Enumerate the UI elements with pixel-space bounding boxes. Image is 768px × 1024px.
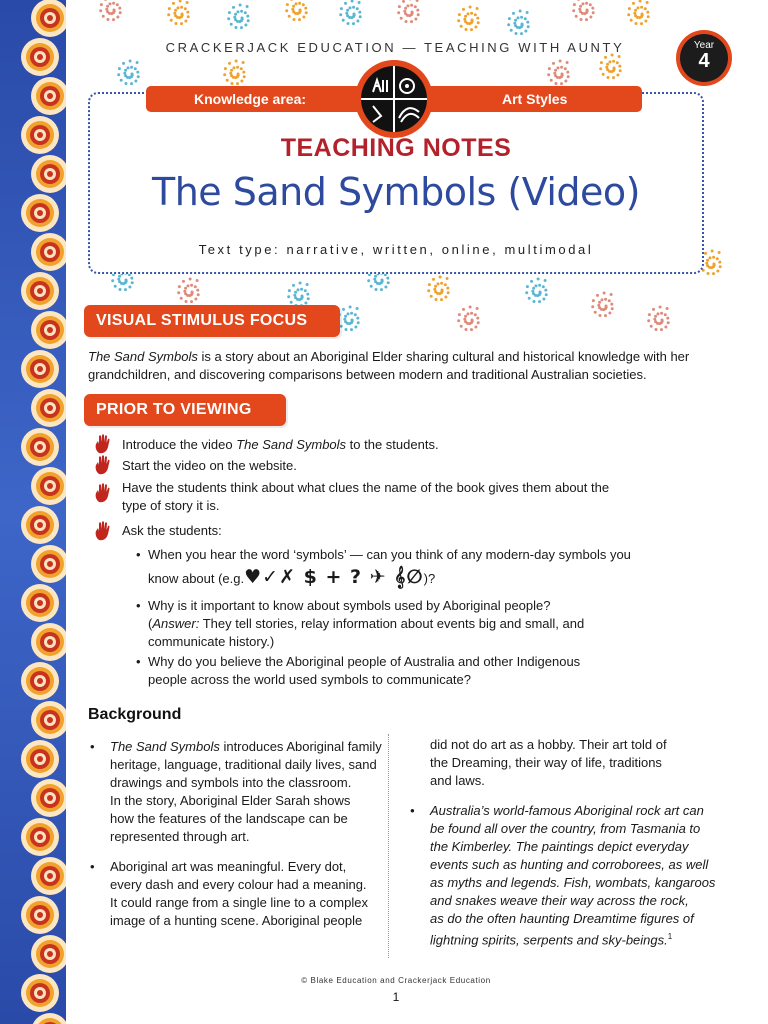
bg-item-1-line3: drawings and symbols into the classroom. <box>110 775 352 790</box>
prior-item-1-post: to the students. <box>346 437 439 452</box>
bg-item-3-line3: the Kimberley. The paintings depict everyday <box>430 839 689 854</box>
stimulus-title-italic: The Sand Symbols <box>88 349 198 364</box>
publisher-header: CRACKERJACK EDUCATION — TEACHING WITH AUNTY <box>165 40 625 55</box>
bg-item-1-line4: In the story, Aboriginal Elder Sarah shows <box>110 793 351 808</box>
bg-item-1-line5: how the features of the landscape can be <box>110 811 348 826</box>
page-number: 1 <box>392 990 400 1004</box>
background-item-2 <box>110 858 385 930</box>
bg-item-2-line1: Aboriginal art was meaningful. Every dot, <box>110 859 347 874</box>
bg-item-3-line5: as myths and legends. Fish, wombats, kangaroos <box>430 875 716 890</box>
logo-symbols-icon <box>361 66 427 132</box>
prior-item-3-line1: Have the students think about what clues the name of the book gives them about the <box>122 480 610 495</box>
background-item-3 <box>430 802 720 949</box>
sub-question-3-line2: people across the world used symbols to communicate? <box>148 672 471 687</box>
bg-item-2-line2: every dash and every colour had a meaning. <box>110 877 367 892</box>
stimulus-line1: is a story about an Aboriginal Elder sharing cultural and historical knowledge with her <box>197 349 690 364</box>
hand-bullet-icon <box>92 520 114 542</box>
sub-question-2-line2: They tell stories, relay information about events big and small, and <box>199 616 585 631</box>
sub-question-3 <box>148 653 708 689</box>
bg-item-3-line1: Australia’s world-famous Aboriginal rock art can <box>430 803 704 818</box>
sub-question-1 <box>148 546 708 588</box>
bg-cont-line3: and laws. <box>430 773 485 788</box>
prior-item-1 <box>122 436 439 454</box>
bg-cont-line2: the Dreaming, their way of life, traditions <box>430 755 662 770</box>
bg-item-1-italic: The Sand Symbols <box>110 739 220 754</box>
bg-item-3-line6: and snakes weave their way across the rock, <box>430 893 689 908</box>
sub-question-1-suffix: )? <box>423 571 436 586</box>
sub-question-2-line3: communicate history.) <box>148 634 275 649</box>
bg-item-3-line7: as do the often haunting Dreamtime figures of <box>430 911 694 926</box>
teaching-notes-label: TEACHING NOTES <box>280 134 512 162</box>
bg-cont-line1: did not do art as a hobby. Their art told of <box>430 737 667 752</box>
sub-question-1-prefix: know about (e.g. <box>148 571 245 586</box>
prior-item-1-italic: The Sand Symbols <box>236 437 347 452</box>
hand-bullet-icon <box>92 454 114 476</box>
bg-item-1-line1: introduces Aboriginal family <box>219 739 382 754</box>
sub-question-1-line1: When you hear the word ‘symbols’ — can you think of any modern-day symbols you <box>148 547 631 562</box>
column-divider <box>388 734 389 958</box>
sub-question-1-line2 <box>148 568 435 588</box>
symbols-logo <box>355 60 433 138</box>
bg-item-3-line2: be found all over the country, from Tasmania to <box>430 821 701 836</box>
prior-item-4: Ask the students: <box>122 523 222 538</box>
bg-item-1-line2: heritage, language, traditional daily lives, sand <box>110 757 377 772</box>
sub-question-2: • Why is it important to know about symbols used by Aboriginal people? (Answer: They tell stories, relay information about events big and small, and communicate history.) <box>148 597 708 651</box>
background-item-1 <box>110 738 385 846</box>
visual-stimulus-heading: VISUAL STIMULUS FOCUS <box>84 305 340 337</box>
sub-question-3-line1: Why do you believe the Aboriginal people of Australia and other Indigenous <box>148 654 581 669</box>
knowledge-area-label: Knowledge area: <box>194 91 307 107</box>
prior-item-3-line2: type of story it is. <box>122 498 220 513</box>
prior-to-viewing-heading: PRIOR TO VIEWING <box>84 394 286 426</box>
background-continuation <box>430 736 710 790</box>
page-title: The Sand Symbols (Video) <box>152 170 640 214</box>
bg-item-1-line6: represented through art. <box>110 829 250 844</box>
bg-item-2-line3: It could range from a single line to a complex <box>110 895 368 910</box>
prior-item-2: Start the video on the website. <box>122 458 297 473</box>
year-badge <box>676 30 732 86</box>
stimulus-line2: grandchildren, and discovering comparisons between modern and traditional Australian societies. <box>88 367 647 382</box>
year-number: 4 <box>698 50 710 72</box>
sub-question-2-line1: Why is it important to know about symbols used by Aboriginal people? <box>148 598 551 613</box>
bg-item-3-line4: events such as hunting and corroborees, as well <box>430 857 709 872</box>
bg-item-2-line4: image of a hunting scene. Aboriginal people <box>110 913 363 928</box>
copyright-footer: © Blake Education and Crackerjack Education <box>301 976 491 985</box>
prior-item-1-pre: Introduce the video <box>122 437 237 452</box>
hand-bullet-icon <box>92 482 114 504</box>
knowledge-area-value: Art Styles <box>502 91 568 107</box>
hand-bullet-icon <box>92 433 114 455</box>
background-heading: Background <box>88 706 182 723</box>
footnote-marker: 1 <box>667 932 673 941</box>
bg-item-3-line8: lightning spirits, serpents and sky-beings. <box>430 932 668 948</box>
modern-symbols-glyphs: ♥✓✗ $ + ? ✈ 𝄞∅ <box>244 566 424 588</box>
visual-stimulus-paragraph <box>88 348 708 384</box>
year-label: Year <box>693 40 715 51</box>
prior-item-3 <box>122 479 682 515</box>
answer-label: Answer: <box>152 616 200 631</box>
text-type-line: Text type: narrative, written, online, multimodal <box>198 242 594 257</box>
